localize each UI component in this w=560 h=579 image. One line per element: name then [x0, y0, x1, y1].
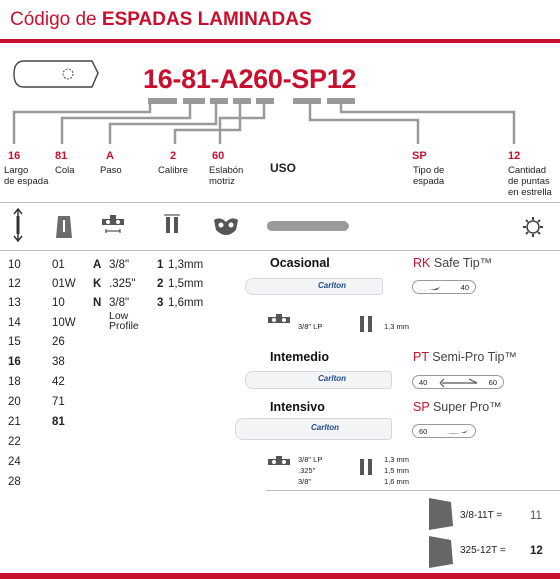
nose-icon	[417, 284, 443, 292]
pitch-intensivo-icon	[266, 455, 292, 477]
pitch-code-n: N	[93, 297, 102, 309]
gauge-value-1: 1,3mm	[168, 259, 204, 271]
tail-10: 10	[52, 297, 65, 309]
length-14: 14	[8, 317, 21, 329]
caption-tail: Cola	[55, 165, 75, 176]
length-22: 22	[8, 436, 21, 448]
sprocket-12t-icon	[425, 534, 455, 570]
bar-code: 16-81-A260-SP12	[143, 64, 357, 94]
tail-71: 71	[52, 396, 65, 408]
tip-rk-pill-value: 40	[460, 283, 469, 292]
caption-tail-code: 81	[55, 150, 68, 162]
tip-pt-code: PT	[413, 350, 429, 364]
tip-pt-pill-b: 60	[488, 378, 497, 387]
length-24: 24	[8, 456, 21, 468]
tip-sp-name: Super Pro™	[432, 400, 502, 414]
caption-pitch: Paso	[100, 165, 122, 176]
pitch-value-a: 3/8"	[109, 259, 130, 271]
tail-38: 38	[52, 356, 65, 368]
section-ocasional: Ocasional	[270, 256, 330, 270]
sprocket-12t-value: 12	[530, 545, 543, 557]
tip-pt-pill	[412, 375, 504, 389]
pitch-icon	[100, 213, 126, 241]
length-icon	[8, 208, 28, 242]
caption-gauge: Calibre	[158, 165, 189, 176]
length-13: 13	[8, 297, 21, 309]
caption-pitch-code: A	[106, 150, 114, 162]
sprocket-icon	[522, 216, 544, 238]
tip-pt-pill-a: 40	[419, 378, 428, 387]
brand-logo: Carlton	[318, 281, 346, 290]
tip-sp-title	[413, 400, 502, 414]
pitch-low-profile: Low Profile	[109, 310, 139, 332]
caption-links-code: 60	[212, 150, 225, 162]
tail-42: 42	[52, 376, 65, 388]
gauge-value-3: 1,6mm	[168, 297, 204, 309]
intensivo-pitch-3: 3/8"	[298, 477, 312, 486]
bottom-bar	[0, 573, 560, 579]
header-divider-top	[0, 202, 560, 203]
gauge-value-2: 1,5mm	[168, 278, 204, 290]
caption-sprocket-code: 12	[508, 150, 521, 162]
length-20: 20	[8, 396, 21, 408]
intensivo-gauge-3: 1,6 mm	[384, 477, 410, 486]
length-28: 28	[8, 476, 21, 488]
title-prefix: Código de	[10, 9, 97, 30]
caption-links: Eslabón motriz	[209, 165, 244, 187]
length-21: 21	[8, 416, 21, 428]
ocasional-gauge: 1,3 mm	[384, 322, 410, 331]
pitch-value-n: 3/8"	[109, 297, 130, 309]
tail-01: 01	[52, 259, 65, 271]
tip-sp-pill	[412, 424, 476, 438]
tip-sp-code: SP	[413, 400, 430, 414]
bar-ocasional	[245, 278, 383, 295]
brand-logo: Carlton	[311, 423, 339, 432]
gauge-code-1: 1	[157, 259, 164, 271]
pitch-lp-icon	[266, 313, 292, 335]
top-divider	[0, 39, 560, 43]
header-divider-bottom	[0, 250, 560, 251]
tip-pt-title	[413, 350, 517, 364]
code-connectors	[0, 92, 560, 150]
sprocket-11t-icon	[425, 496, 455, 532]
gauge-intensivo-icon	[356, 455, 376, 481]
nose-icon	[445, 428, 471, 436]
caption-use: USO	[270, 161, 297, 175]
intensivo-pitch-2: .325"	[298, 466, 316, 475]
gauge-lp-icon	[356, 312, 376, 338]
intensivo-gauge-2: 1,5 mm	[384, 466, 410, 475]
section-intermedio: Intemedio	[270, 350, 330, 364]
bar-intermedio	[245, 371, 392, 389]
tail-icon	[54, 214, 74, 240]
tip-rk-code: RK	[413, 256, 431, 270]
tip-sp-pill-value: 60	[419, 427, 428, 436]
length-16: 16	[8, 356, 21, 368]
page-title	[10, 9, 312, 31]
tail-81: 81	[52, 416, 65, 428]
ocasional-pitch: 3/8" LP	[298, 322, 323, 331]
intensivo-divider	[266, 490, 560, 491]
caption-sprocket: Cantidad de puntas en estrella	[508, 165, 552, 198]
caption-type: Tipo de espada	[413, 165, 445, 187]
pitch-code-a: A	[93, 259, 102, 271]
bar-outline-icon	[12, 55, 102, 97]
pitch-value-k: .325"	[109, 278, 136, 290]
caption-gauge-code: 2	[170, 150, 177, 162]
tip-pt-name: Semi-Pro Tip™	[432, 350, 517, 364]
gauge-code-2: 2	[157, 278, 164, 290]
nose-icon	[439, 378, 479, 388]
drive-link-icon	[212, 216, 240, 238]
caption-length: Largo de espada	[4, 165, 49, 187]
sprocket-11t-label: 3/8-11T =	[460, 510, 503, 521]
tail-10w: 10W	[52, 317, 76, 329]
intensivo-gauge-1: 1,3 mm	[384, 455, 410, 464]
bar-use-icon	[265, 218, 355, 234]
length-15: 15	[8, 336, 21, 348]
length-10: 10	[8, 259, 21, 271]
gauge-code-3: 3	[157, 297, 164, 309]
pitch-code-k: K	[93, 278, 102, 290]
sprocket-12t-label: 325-12T =	[460, 545, 506, 556]
bar-intensivo	[235, 418, 392, 440]
tail-01w: 01W	[52, 278, 76, 290]
section-intensivo: Intensivo	[270, 400, 325, 414]
intensivo-pitch-1: 3/8" LP	[298, 455, 323, 464]
tip-rk-pill	[412, 280, 476, 294]
length-18: 18	[8, 376, 21, 388]
gauge-icon	[162, 213, 182, 241]
sprocket-11t-value: 11	[530, 510, 542, 522]
tail-26: 26	[52, 336, 65, 348]
caption-type-code: SP	[412, 150, 427, 162]
tip-rk-title	[413, 256, 492, 270]
title-main: ESPADAS LAMINADAS	[101, 9, 312, 30]
caption-length-code: 16	[8, 150, 21, 162]
brand-logo: Carlton	[318, 374, 346, 383]
tip-rk-name: Safe Tip™	[433, 256, 493, 270]
length-12: 12	[8, 278, 21, 290]
